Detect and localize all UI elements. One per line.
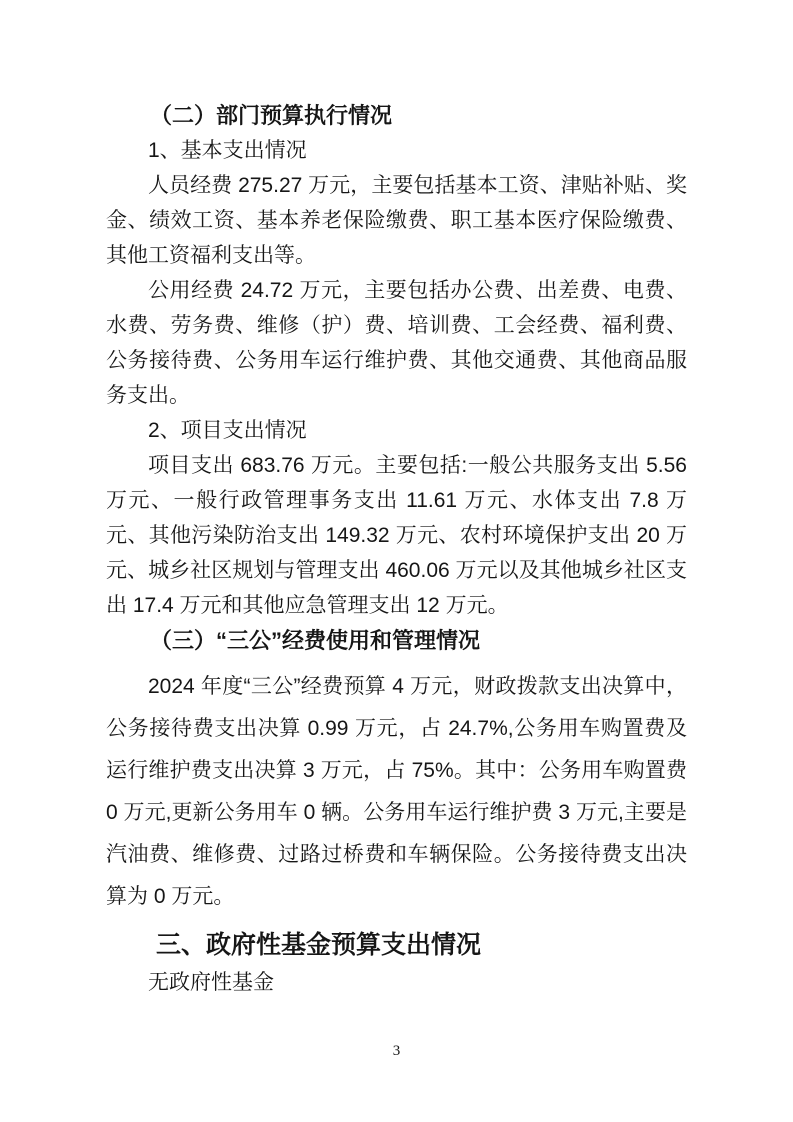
section-heading-government-fund: 三、政府性基金预算支出情况 bbox=[156, 931, 482, 959]
paragraph-public-funds: 公用经费 24.72 万元，主要包括办公费、出差费、电费、水费、劳务费、维修（护）费、培训费、工会经费、福利费、公务接待费、公务用车运行维护费、其他交通费、其他商品服务支出。 bbox=[106, 279, 687, 407]
page-number: 3 bbox=[392, 1043, 401, 1059]
paragraph-three-public-funds: 2024 年度“三公”经费预算 4 万元，财政拨款支出决算中，公务接待费支出决算 0.99 万元，占 24.7%,公务用车购置费及运行维护费支出决算 3 万元，占 75%。其中：公务用车购置费 0 万元,更新公务用车 0 辆。公务用车运行维护费 3 万元,主要是汽油费、维修费、过路过桥费和车辆保险。公务接待费支出决算为 0 万元。 bbox=[106, 675, 687, 908]
subheading-project-expenditure: 2、项目支出情况 bbox=[148, 419, 307, 442]
paragraph-government-fund: 无政府性基金 bbox=[148, 971, 274, 994]
section-heading-three-public-funds: （三）“三公”经费使用和管理情况 bbox=[150, 628, 481, 653]
paragraph-personnel-funds: 人员经费 275.27 万元，主要包括基本工资、津贴补贴、奖金、绩效工资、基本养老保险缴费、职工基本医疗保险缴费、其他工资福利支出等。 bbox=[106, 174, 687, 267]
section-heading-budget-execution: （二）部门预算执行情况 bbox=[150, 103, 393, 128]
paragraph-project-expenditure: 项目支出 683.76 万元。主要包括:一般公共服务支出 5.56 万元、一般行政管理事务支出 11.61 万元、水体支出 7.8 万元、其他污染防治支出 149.32 万元、农村环境保护支出 20 万元、城乡社区规划与管理支出 460.06 万元以及其他城乡社区支出 17.4 万元和其他应急管理支出 12 万元。 bbox=[106, 454, 687, 617]
subheading-basic-expenditure: 1、基本支出情况 bbox=[148, 139, 307, 162]
